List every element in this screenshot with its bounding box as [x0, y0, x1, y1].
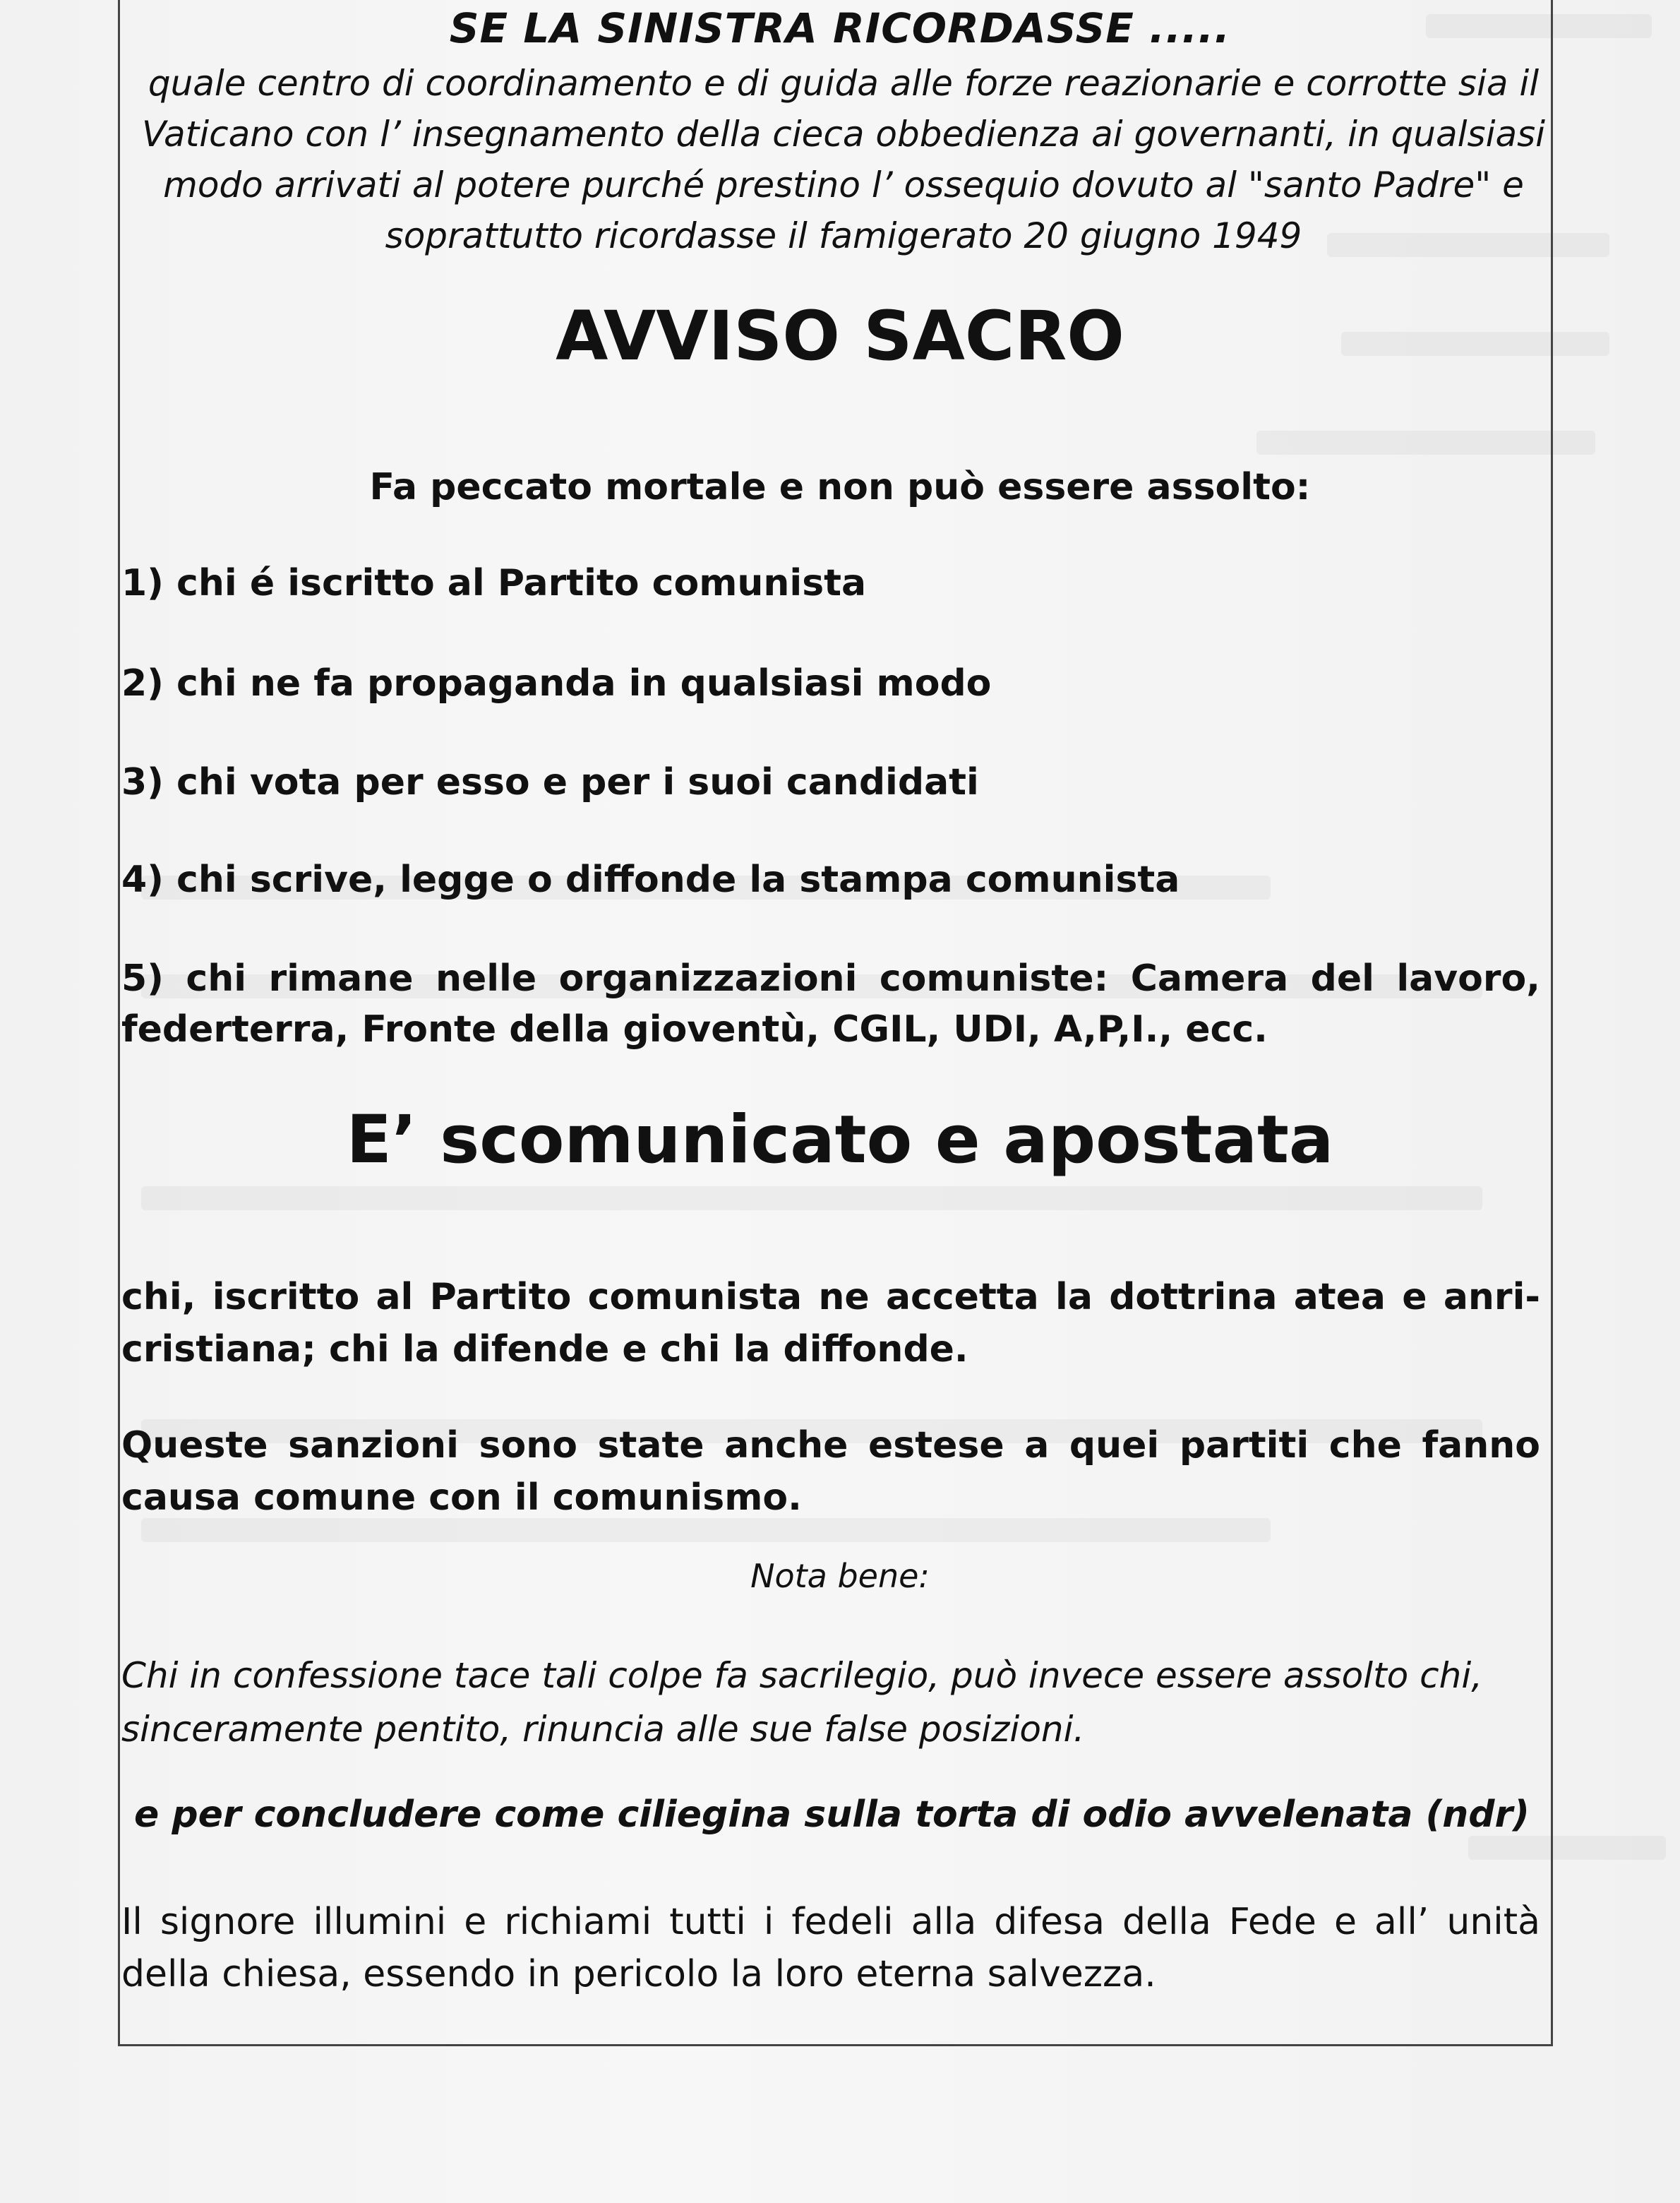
- editor-note: e per concludere come ciliegina sulla torta di odio avvelenata (ndr): [134, 1793, 1530, 1836]
- excommunication-title: E’ scomunicato e apostata: [346, 1102, 1334, 1178]
- list-item: 1) chi é iscritto al Partito comunista: [121, 562, 867, 604]
- confession-paragraph: Chi in confessione tace tali colpe fa sacrilegio, può invece essere assolto chi, sinceramente pentito, rinuncia alle sue false posizioni.: [121, 1655, 1483, 1750]
- excommunication-paragraph: chi, iscritto al Partito comunista ne accetta la dottrina atea e anri-cristiana; chi la difende e chi la diffonde.: [121, 1276, 1540, 1371]
- list-item: 5) chi rimane nelle organizzazioni comuniste: Camera del lavoro, federterra, Fronte della gioventù, CGIL, UDI, A,P,I., ecc.: [121, 957, 1540, 1051]
- notice-subtitle: Fa peccato mortale e non può essere assolto:: [369, 466, 1311, 508]
- nota-bene-label: Nota bene:: [750, 1557, 930, 1595]
- notice-title: AVVISO SACRO: [556, 297, 1124, 376]
- closing-paragraph: Il signore illumini e richiami tutti i fedeli alla difesa della Fede e all’ unità della chiesa, essendo in pericolo la loro eterna salvezza.: [121, 1901, 1540, 1995]
- list-item: 2) chi ne fa propaganda in qualsiasi modo: [121, 662, 992, 705]
- header-text: quale centro di coordinamento e di guida alle forze reazionarie e corrotte sia il Vaticano con l’ insegnamento della cieca obbedienza ai governanti, in qualsiasi modo arrivati al potere purché prestino l’ ossequio dovuto al "santo Padre" e soprattutto ricordasse il famigerato 20 giugno 1949: [141, 63, 1546, 256]
- list-item: 4) chi scrive, legge o diffonde la stampa comunista: [121, 859, 1180, 901]
- header-title: SE LA SINISTRA RICORDASSE .....: [449, 4, 1231, 52]
- list-item: 3) chi vota per esso e per i suoi candidati: [121, 761, 979, 804]
- sanctions-paragraph: Queste sanzioni sono state anche estese a quei partiti che fanno causa comune con il comunismo.: [121, 1424, 1540, 1519]
